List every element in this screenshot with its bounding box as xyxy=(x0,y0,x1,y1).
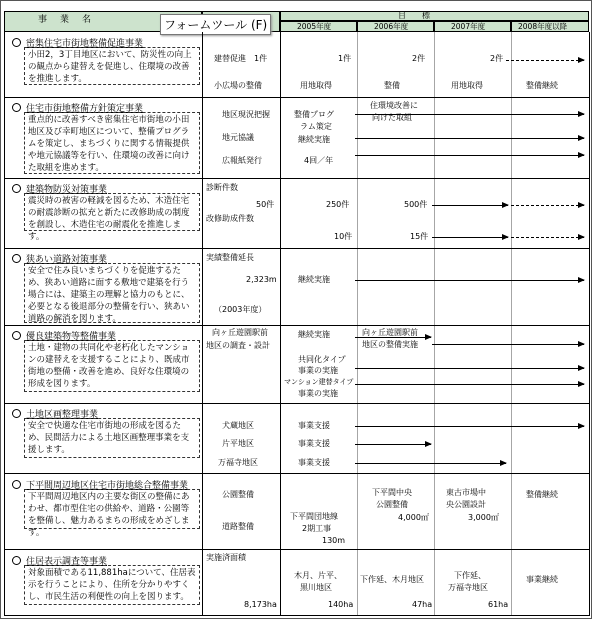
project-title: 密集住宅市街地整備促進事業 xyxy=(26,39,144,49)
row-bullet-icon xyxy=(12,38,21,47)
continuation-arrow xyxy=(511,237,584,238)
target-value: 2件 xyxy=(412,54,426,63)
target-value: 木月、片平、 xyxy=(294,571,342,580)
row-bullet-icon xyxy=(12,184,21,193)
project-title: 土地区画整理事業 xyxy=(26,410,99,420)
target-value: 地区の整備実施 xyxy=(362,340,418,349)
item-label: 2,323m xyxy=(246,275,277,284)
target-value: 1件 xyxy=(338,54,352,63)
item-label: 小広場の整備 xyxy=(214,81,262,90)
target-value: 共同化タイプ xyxy=(298,355,346,364)
item-label: 8,173ha xyxy=(244,600,277,609)
target-value: 向ヶ丘遊園駅前 xyxy=(362,328,418,337)
grid-line xyxy=(434,32,435,616)
target-value: 用地取得 xyxy=(451,81,483,90)
target-value: 4,000㎡ xyxy=(398,513,429,522)
item-label: 実績整備延長 xyxy=(206,253,254,262)
target-value: 500件 xyxy=(404,200,428,209)
target-value: 整備継続 xyxy=(526,81,558,90)
header-project-label: 事 業 名 xyxy=(38,15,94,25)
target-value: 250件 xyxy=(326,200,350,209)
item-label: 道路整備 xyxy=(222,522,254,531)
item-label: 建替促進 1件 xyxy=(214,54,268,63)
target-value: 下平間中央 xyxy=(372,488,412,497)
progress-arrow xyxy=(355,280,584,281)
target-value: 継続実施 xyxy=(298,330,330,339)
target-value: 130m xyxy=(322,536,346,545)
row-separator xyxy=(4,248,590,249)
target-value: 2期工事 xyxy=(302,524,332,533)
progress-arrow xyxy=(355,444,431,445)
row-bullet-icon xyxy=(12,480,21,489)
progress-arrow xyxy=(355,337,431,338)
progress-arrow xyxy=(432,237,508,238)
item-label: 万福寺地区 xyxy=(218,458,258,467)
target-value: 事業支援 xyxy=(298,458,330,467)
target-value: 事業継続 xyxy=(526,575,558,584)
continuation-arrow xyxy=(506,60,584,61)
project-title: 優良建築物等整備事業 xyxy=(26,332,117,342)
item-label: 50件 xyxy=(256,200,275,209)
project-title: 住宅市街地整備方針策定事業 xyxy=(26,104,144,114)
row-separator xyxy=(4,615,590,616)
target-value: 事業支援 xyxy=(298,439,330,448)
target-value: 用地取得 xyxy=(300,81,332,90)
year-label: 2008年度以降 xyxy=(518,22,568,31)
target-value: 47ha xyxy=(412,600,433,609)
row-separator xyxy=(4,549,590,550)
item-label: 犬蔵地区 xyxy=(222,421,254,430)
item-label: （2003年度） xyxy=(214,305,267,314)
target-value: 下作延、 xyxy=(454,571,486,580)
item-label: 片平地区 xyxy=(222,439,254,448)
target-value: 140ha xyxy=(328,600,354,609)
grid-line xyxy=(4,32,5,616)
target-value: 整備プログ xyxy=(294,110,334,119)
target-value: 15件 xyxy=(410,232,429,241)
project-description: 小田2，3丁目地区において、防災性の向上の観点から建替えを促進し、住環境の改善を推進します。 xyxy=(24,47,200,85)
target-value: 東古市場中 xyxy=(446,488,486,497)
progress-arrow xyxy=(355,426,584,427)
progress-arrow xyxy=(432,205,508,206)
item-label: 実施済面積 xyxy=(206,553,246,562)
target-value: 2件 xyxy=(490,54,504,63)
progress-arrow xyxy=(355,384,584,385)
target-value: マンション建替タイプ xyxy=(284,378,354,386)
row-bullet-icon xyxy=(12,331,21,340)
continuation-arrow xyxy=(511,205,584,206)
row-bullet-icon xyxy=(12,254,21,263)
project-description: 安全で住み良いまちづくりを促進するため、狭あい道路に面する敷地で建築を行う場合には、建築主の理解と協力のもとに、必要となる後退部分の整備を行い、狭あい道路の解消を図ります。 xyxy=(24,263,200,323)
project-title: 狭あい道路対策事業 xyxy=(26,255,108,265)
project-description: 重点的に改善すべき密集住宅市街地の小田地区及び幸町地区について、整備プログラムを策定し、まちづくりに関する情報提供や地元協議等を行い、住環境の改善に向けた取組を進めます。 xyxy=(24,112,200,174)
form-tool-tooltip[interactable]: フォームツール (F) xyxy=(160,14,271,35)
project-description: 震災時の被害の軽減を図るため、木造住宅の耐震診断の拡充と新たに改修助成の制度を創設し、木造住宅の耐震化を推進します。 xyxy=(24,193,200,231)
item-label: 広報紙発行 xyxy=(222,156,262,165)
target-value: 4回／年 xyxy=(304,156,334,165)
grid-line xyxy=(589,32,590,616)
row-separator xyxy=(4,473,590,474)
progress-arrow xyxy=(355,463,506,464)
target-value: 央公園設計 xyxy=(446,500,486,509)
project-title: 建築物防災対策事業 xyxy=(26,185,108,195)
target-value: 継続実施 xyxy=(298,135,330,144)
target-value: 万福寺地区 xyxy=(448,583,488,592)
grid-line xyxy=(280,32,281,616)
target-value: 整備継続 xyxy=(526,490,558,499)
target-value: 向けた取組 xyxy=(372,113,412,122)
item-label: 診断件数 xyxy=(206,183,238,192)
target-value: 公園整備 xyxy=(376,500,408,509)
target-value: 10件 xyxy=(334,232,353,241)
header-target-cell xyxy=(280,11,589,21)
target-value: 下作延、木月地区 xyxy=(360,575,424,584)
project-description: 安全で快適な住宅市街地の形成を図るため、民間活力による土地区画整理事業を支援します。 xyxy=(24,418,200,458)
progress-arrow xyxy=(355,155,584,156)
project-description: 土地・建物の共同化や老朽化したマンションの建替えを支援することにより、既成市街地の整備・改善を進め、良好な住環境の形成を図ります。 xyxy=(24,340,200,392)
target-value: 事業の実施 xyxy=(298,389,338,398)
target-value: 事業支援 xyxy=(298,421,330,430)
row-bullet-icon xyxy=(12,103,21,112)
target-value: 下平間団地線 xyxy=(290,512,338,521)
progress-arrow xyxy=(355,368,584,369)
year-label: 2006年度 xyxy=(374,22,409,31)
grid-line xyxy=(357,32,358,616)
item-label: 公園整備 xyxy=(222,490,254,499)
item-label: 改修助成件数 xyxy=(206,214,254,223)
row-separator xyxy=(4,403,590,404)
row-separator xyxy=(4,97,590,98)
target-value: 継続実施 xyxy=(298,275,330,284)
project-title: 住居表示調査等事業 xyxy=(26,557,108,567)
item-label: 地元協議 xyxy=(222,133,254,142)
item-label: 地区の調査・設計 xyxy=(206,341,270,350)
progress-arrow xyxy=(355,138,584,139)
item-label: 地区現況把握 xyxy=(222,110,270,119)
target-value: 61ha xyxy=(488,600,509,609)
row-separator xyxy=(4,178,590,179)
grid-line xyxy=(511,32,512,616)
target-value: 事業の実施 xyxy=(298,366,338,375)
item-label: 向ヶ丘遊園駅前 xyxy=(212,328,268,337)
project-description: 対象面積である11,881haについて、住居表示を行うことにより、住所を分かりやすくし、市民生活の利便性の向上を図ります。 xyxy=(24,565,200,605)
progress-arrow xyxy=(432,344,584,345)
project-title: 下平間周辺地区住宅市街地総合整備事業 xyxy=(26,481,189,491)
progress-arrow xyxy=(355,114,584,115)
year-label: 2005年度 xyxy=(297,22,332,31)
target-value: 3,000㎡ xyxy=(468,513,499,522)
target-value: 住環境改善に xyxy=(370,101,418,110)
target-value: 整備 xyxy=(384,81,400,90)
year-label: 2007年度 xyxy=(451,22,486,31)
header-target-label: 目 標 xyxy=(398,11,430,20)
grid-line xyxy=(202,32,203,616)
target-value: ラム策定 xyxy=(300,122,332,131)
row-bullet-icon xyxy=(12,409,21,418)
row-bullet-icon xyxy=(12,556,21,565)
project-description: 下平間周辺地区内の主要な街区の整備にあわせ、都市型住宅の供給や、道路・公園等を整備し、魅力あるまちの形成をめざします。 xyxy=(24,489,200,529)
target-value: 黒川地区 xyxy=(300,583,332,592)
row-separator xyxy=(4,325,590,326)
